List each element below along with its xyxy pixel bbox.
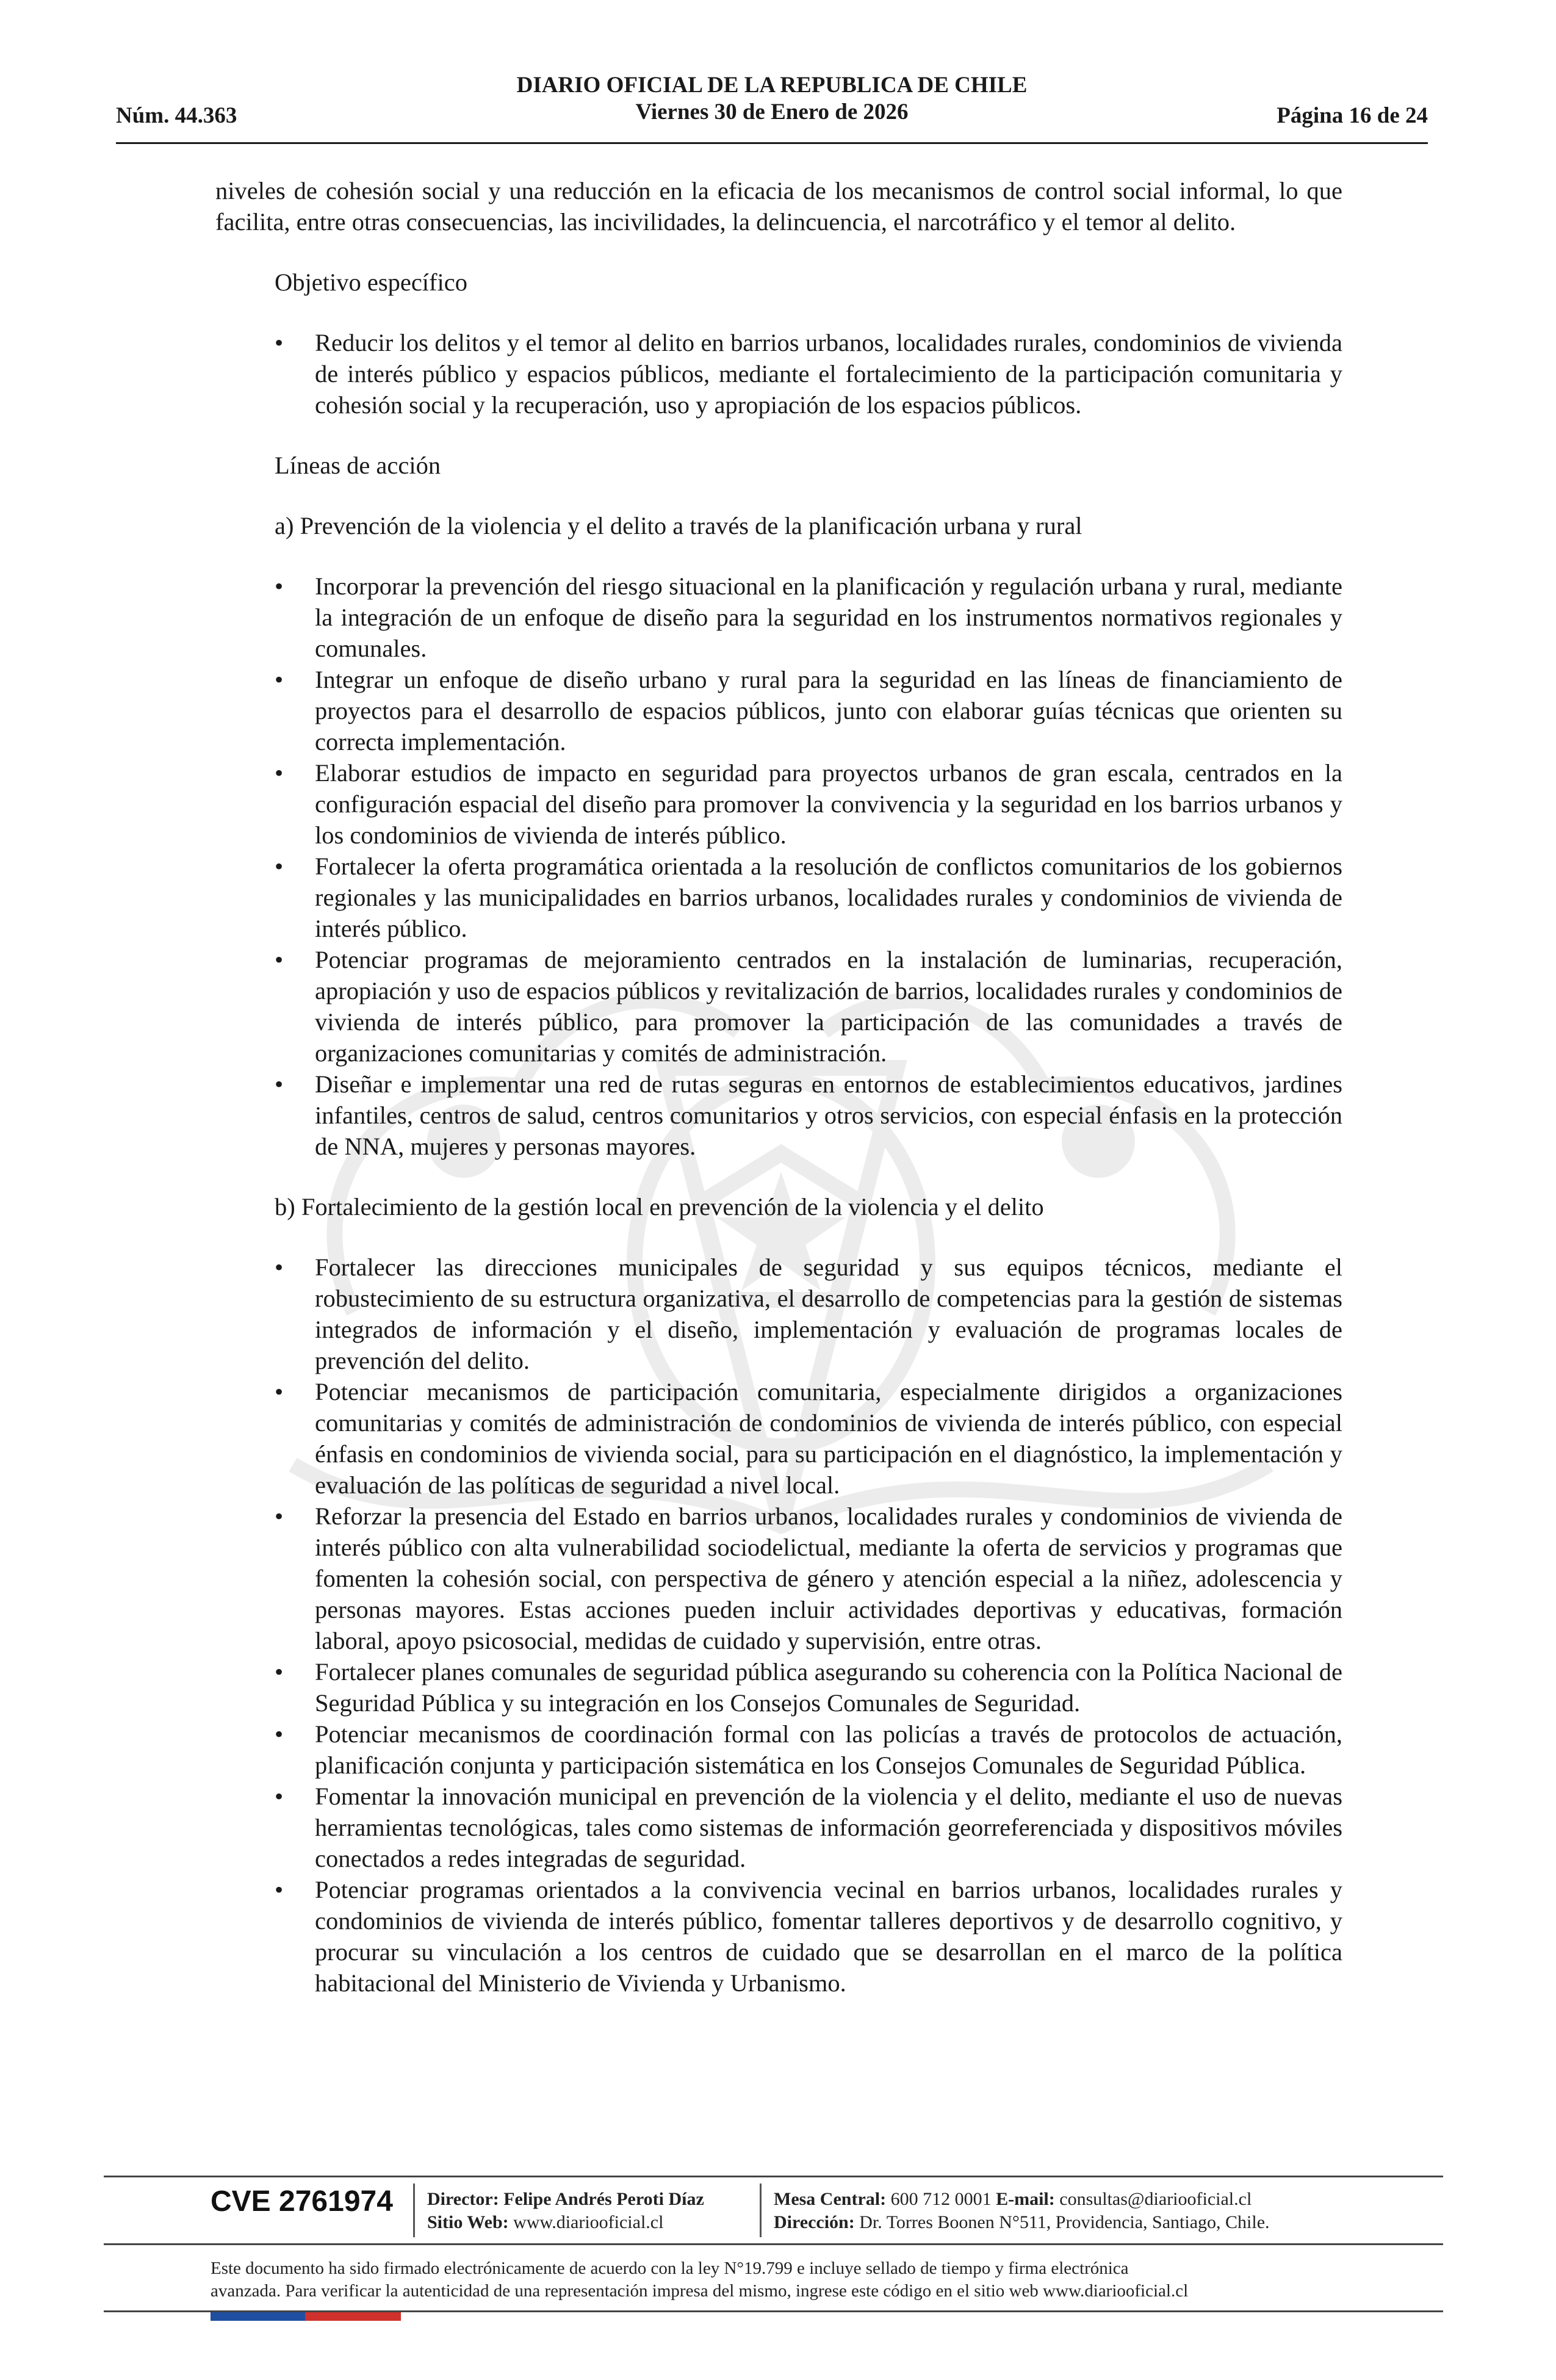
lines-of-action-heading: Líneas de acción bbox=[275, 452, 441, 479]
list-item: • Incorporar la prevención del riesgo situacional en la planificación y regulación urbana y rural, mediante la integración de un enfoque de diseño para la seguridad en los instrumentos normativos regionales y comunales. bbox=[215, 571, 1342, 664]
flag-stripe-blue bbox=[211, 2312, 305, 2321]
list-item: • Potenciar programas orientados a la convivencia vecinal en barrios urbanos, localidades rurales y condominios de vivienda de interés público, fomentar talleres deportivos y de desarrollo cognitivo, y procurar su vinculación a los centros de cuidado que se desarrollan en el marco de la política habitacional del Ministerio de Vivienda y Urbanismo. bbox=[215, 1874, 1342, 1999]
bullet-icon: • bbox=[275, 572, 284, 600]
bullet-icon: • bbox=[275, 1070, 284, 1098]
list-item: • Elaborar estudios de impacto en seguridad para proyectos urbanos de gran escala, centrados en la configuración espacial del diseño para promover la convivencia y la seguridad en los barrios urbanos y los condominios de vivienda de interés público. bbox=[215, 757, 1342, 851]
footer-middle-rule bbox=[104, 2243, 1443, 2245]
bullet-icon: • bbox=[275, 946, 284, 973]
specific-objective-list bbox=[215, 327, 1342, 420]
section-b-list bbox=[215, 1252, 1342, 1999]
footer-director-block bbox=[427, 2188, 704, 2234]
publication-date: Viernes 30 de Enero de 2026 bbox=[635, 99, 909, 124]
legal-notice bbox=[211, 2257, 1358, 2302]
list-item: • Diseñar e implementar una red de rutas seguras en entornos de establecimientos educativos, jardines infantiles, centros de salud, centros comunitarios y otros servicios, con especial énfasis en la protección de NNA, mujeres y personas mayores. bbox=[215, 1069, 1342, 1162]
list-item: • Reducir los delitos y el temor al delito en barrios urbanos, localidades rurales, condominios de vivienda de interés público y espacios públicos, mediante el fortalecimiento de la participación comunitaria y cohesión social y la recuperación, uso y apropiación de los espacios públicos. bbox=[215, 327, 1342, 420]
director-name: Felipe Andrés Peroti Díaz bbox=[503, 2189, 704, 2209]
issue-number: Núm. 44.363 bbox=[116, 103, 237, 128]
web-label: Sitio Web: bbox=[427, 2212, 509, 2232]
mesa-label: Mesa Central: bbox=[774, 2189, 887, 2209]
legal-line: Este documento ha sido firmado electrónicamente de acuerdo con la ley N°19.799 e incluye sellado de tiempo y firma electrónica bbox=[211, 2259, 1129, 2278]
publication-title: DIARIO OFICIAL DE LA REPUBLICA DE CHILE bbox=[516, 73, 1028, 98]
list-item: • Fortalecer las direcciones municipales de seguridad y sus equipos técnicos, mediante el robustecimiento de su estructura organizativa, el desarrollo de competencias para la gestión de sistemas integrados de información y el diseño, implementación y evaluación de programas locales de prevención del delito. bbox=[215, 1252, 1342, 1376]
list-item: • Potenciar programas de mejoramiento centrados en la instalación de luminarias, recuperación, apropiación y uso de espacios públicos y revitalización de barrios, localidades rurales y condominios de vivienda de interés público, para promover la participación de las comunidades a través de organizaciones comunitarias y comités de administración. bbox=[215, 944, 1342, 1069]
bullet-icon: • bbox=[275, 1502, 284, 1530]
list-item: • Potenciar mecanismos de participación comunitaria, especialmente dirigidos a organizaciones comunitarias y comités de administración de condominios de vivienda de interés público, con especial énfasis en condominios de vivienda social, para su participación en el diagnóstico, la implementación y evaluación de las políticas de seguridad a nivel local. bbox=[215, 1376, 1342, 1501]
footer-separator bbox=[413, 2183, 415, 2237]
bullet-icon: • bbox=[275, 1720, 284, 1748]
mesa-value: 600 712 0001 bbox=[890, 2189, 992, 2209]
list-item: • Fortalecer planes comunales de seguridad pública asegurando su coherencia con la Política Nacional de Seguridad Pública y su integración en los Consejos Comunales de Seguridad. bbox=[215, 1656, 1342, 1718]
document-body bbox=[215, 175, 1342, 1999]
page-number: Página 16 de 24 bbox=[1277, 103, 1428, 128]
specific-objective-heading: Objetivo específico bbox=[275, 269, 468, 296]
bullet-icon: • bbox=[275, 1876, 284, 1903]
section-b-title: b) Fortalecimiento de la gestión local en prevención de la violencia y el delito bbox=[275, 1193, 1044, 1221]
list-item: • Potenciar mecanismos de coordinación formal con las policías a través de protocolos de actuación, planificación conjunta y participación sistemática en los Consejos Comunales de Seguridad Pública. bbox=[215, 1718, 1342, 1781]
email-link[interactable]: consultas@diariooficial.cl bbox=[1059, 2189, 1252, 2209]
footer-top-rule bbox=[104, 2176, 1443, 2177]
bullet-icon: • bbox=[275, 1658, 284, 1686]
address-label: Dirección: bbox=[774, 2212, 855, 2232]
list-item: • Fortalecer la oferta programática orientada a la resolución de conflictos comunitarios de los gobiernos regionales y las municipalidades en barrios urbanos, localidades rurales y condominios de vivienda de interés público. bbox=[215, 851, 1342, 944]
web-link[interactable]: www.diariooficial.cl bbox=[513, 2212, 664, 2232]
footer-separator bbox=[760, 2183, 762, 2237]
page-header bbox=[116, 72, 1428, 144]
director-label: Director: bbox=[427, 2189, 499, 2209]
footer-contact-block bbox=[774, 2188, 1270, 2234]
legal-line: avanzada. Para verificar la autenticidad de una representación impresa del mismo, ingrese este código en el sitio web www.diariooficial.cl bbox=[211, 2281, 1189, 2301]
bullet-icon: • bbox=[275, 1253, 284, 1281]
cve-code: CVE 2761974 bbox=[211, 2185, 393, 2218]
bullet-icon: • bbox=[275, 329, 284, 356]
header-center bbox=[116, 72, 1428, 126]
list-item: • Integrar un enfoque de diseño urbano y rural para la seguridad en las líneas de financiamiento de proyectos para el desarrollo de espacios públicos, junto con elaborar guías técnicas que orienten su correcta implementación. bbox=[215, 664, 1342, 757]
list-item: • Fomentar la innovación municipal en prevención de la violencia y el delito, mediante el uso de nuevas herramientas tecnológicas, tales como sistemas de información georreferenciada y dispositivos móviles conectados a redes integradas de seguridad. bbox=[215, 1781, 1342, 1874]
bullet-icon: • bbox=[275, 759, 284, 787]
section-a-list bbox=[215, 571, 1342, 1162]
list-item: • Reforzar la presencia del Estado en barrios urbanos, localidades rurales y condominios de vivienda de interés público con alta vulnerabilidad sociodelictual, mediante la oferta de servicios y programas que fomenten la cohesión social, con perspectiva de género y atención especial a la niñez, adolescencia y personas mayores. Estas acciones pueden incluir actividades deportivas y educativas, formación laboral, apoyo psicosocial, medidas de cuidado y supervisión, entre otras. bbox=[215, 1501, 1342, 1656]
bullet-icon: • bbox=[275, 1378, 284, 1405]
email-label: E-mail: bbox=[996, 2189, 1055, 2209]
section-a-title: a) Prevención de la violencia y el delito a través de la planificación urbana y rural bbox=[275, 512, 1082, 539]
header-divider bbox=[116, 142, 1428, 144]
flag-stripe-red bbox=[305, 2312, 401, 2321]
address-value: Dr. Torres Boonen N°511, Providencia, Santiago, Chile. bbox=[859, 2212, 1270, 2232]
intro-paragraph: niveles de cohesión social y una reducción en la eficacia de los mecanismos de control social informal, lo que facilita, entre otras consecuencias, las incivilidades, la delincuencia, el narcotráfico y el temor al delito. bbox=[215, 177, 1342, 236]
bullet-icon: • bbox=[275, 666, 284, 693]
bullet-icon: • bbox=[275, 853, 284, 880]
bullet-icon: • bbox=[275, 1783, 284, 1810]
